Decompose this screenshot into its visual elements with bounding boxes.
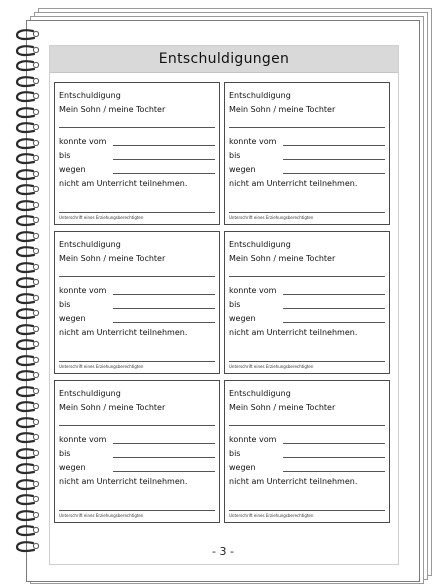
signature-label: Unterschrift eines Erziehungsberechtigten [59,364,144,369]
spiral-ring-icon [14,385,42,399]
label-to: bis [229,300,241,309]
card-intro: Mein Sohn / meine Tochter [229,403,336,412]
spiral-ring-icon [14,478,42,492]
signature-line[interactable] [59,361,215,362]
blank-line-to[interactable] [283,308,385,309]
notebook-page [26,20,420,582]
blank-line-from[interactable] [283,294,385,295]
spiral-ring-icon [14,338,42,352]
label-from: konnte vom [229,137,277,146]
spiral-ring-icon [14,431,42,445]
label-reason: wegen [59,463,86,472]
blank-line-reason[interactable] [113,322,215,323]
card-heading: Entschuldigung [59,240,121,249]
label-to: bis [59,449,71,458]
spiral-ring-icon [14,214,42,228]
spiral-ring-icon [14,323,42,337]
label-to: bis [59,151,71,160]
spiral-binding [14,28,44,558]
blank-line-to[interactable] [283,159,385,160]
card-intro: Mein Sohn / meine Tochter [229,254,336,263]
excuse-card [54,231,220,374]
label-reason: wegen [229,165,256,174]
label-from: konnte vom [59,435,107,444]
excuse-card [224,380,390,523]
spiral-ring-icon [14,183,42,197]
spiral-ring-icon [14,509,42,523]
label-reason: wegen [229,314,256,323]
label-from: konnte vom [59,286,107,295]
spiral-ring-icon [14,168,42,182]
spiral-ring-icon [14,106,42,120]
page-title: Entschuldigungen [50,46,398,73]
label-to: bis [229,151,241,160]
signature-line[interactable] [229,212,385,213]
spiral-ring-icon [14,245,42,259]
blank-line-name[interactable] [229,276,385,277]
label-from: konnte vom [229,435,277,444]
blank-line-reason[interactable] [113,173,215,174]
signature-label: Unterschrift eines Erziehungsberechtigten [229,215,314,220]
excuse-card [54,82,220,225]
blank-line-from[interactable] [113,294,215,295]
spiral-ring-icon [14,307,42,321]
card-heading: Entschuldigung [229,389,291,398]
spiral-ring-icon [14,416,42,430]
page-content-frame [49,45,399,565]
card-intro: Mein Sohn / meine Tochter [59,105,166,114]
spiral-ring-icon [14,199,42,213]
spiral-ring-icon [14,152,42,166]
spiral-ring-icon [14,400,42,414]
card-closing: nicht am Unterricht teilnehmen. [59,328,188,337]
blank-line-to[interactable] [113,457,215,458]
spiral-ring-icon [14,59,42,73]
spiral-ring-icon [14,447,42,461]
blank-line-from[interactable] [113,443,215,444]
card-closing: nicht am Unterricht teilnehmen. [59,179,188,188]
page-number: - 3 - [212,545,234,558]
spiral-ring-icon [14,276,42,290]
blank-line-name[interactable] [229,425,385,426]
spiral-ring-icon [14,261,42,275]
excuse-card [224,82,390,225]
blank-line-reason[interactable] [113,471,215,472]
signature-label: Unterschrift eines Erziehungsberechtigten [229,513,314,518]
blank-line-reason[interactable] [283,173,385,174]
signature-line[interactable] [59,510,215,511]
blank-line-to[interactable] [113,159,215,160]
signature-label: Unterschrift eines Erziehungsberechtigten [229,364,314,369]
blank-line-name[interactable] [229,127,385,128]
label-from: konnte vom [229,286,277,295]
label-reason: wegen [59,314,86,323]
excuse-card [54,380,220,523]
blank-line-name[interactable] [59,276,215,277]
card-intro: Mein Sohn / meine Tochter [59,254,166,263]
label-reason: wegen [59,165,86,174]
card-heading: Entschuldigung [229,240,291,249]
card-heading: Entschuldigung [59,91,121,100]
card-closing: nicht am Unterricht teilnehmen. [229,477,358,486]
spiral-ring-icon [14,369,42,383]
signature-label: Unterschrift eines Erziehungsberechtigten [59,215,144,220]
card-closing: nicht am Unterricht teilnehmen. [59,477,188,486]
card-intro: Mein Sohn / meine Tochter [59,403,166,412]
spiral-ring-icon [14,121,42,135]
card-intro: Mein Sohn / meine Tochter [229,105,336,114]
blank-line-from[interactable] [113,145,215,146]
label-from: konnte vom [59,137,107,146]
spiral-ring-icon [14,354,42,368]
signature-line[interactable] [59,212,215,213]
signature-line[interactable] [229,510,385,511]
spiral-ring-icon [14,540,42,554]
spiral-ring-icon [14,292,42,306]
spiral-ring-icon [14,90,42,104]
spiral-ring-icon [14,524,42,538]
label-reason: wegen [229,463,256,472]
excuse-card [224,231,390,374]
blank-line-to[interactable] [113,308,215,309]
blank-line-from[interactable] [283,443,385,444]
spiral-ring-icon [14,75,42,89]
label-to: bis [229,449,241,458]
spiral-ring-icon [14,137,42,151]
blank-line-reason[interactable] [283,471,385,472]
blank-line-name[interactable] [59,425,215,426]
blank-line-to[interactable] [283,457,385,458]
signature-line[interactable] [229,361,385,362]
blank-line-reason[interactable] [283,322,385,323]
blank-line-name[interactable] [59,127,215,128]
spiral-ring-icon [14,462,42,476]
card-closing: nicht am Unterricht teilnehmen. [229,179,358,188]
card-heading: Entschuldigung [229,91,291,100]
spiral-ring-icon [14,230,42,244]
label-to: bis [59,300,71,309]
blank-line-from[interactable] [283,145,385,146]
spiral-ring-icon [14,28,42,42]
spiral-ring-icon [14,493,42,507]
card-heading: Entschuldigung [59,389,121,398]
card-closing: nicht am Unterricht teilnehmen. [229,328,358,337]
spiral-ring-icon [14,44,42,58]
signature-label: Unterschrift eines Erziehungsberechtigten [59,513,144,518]
